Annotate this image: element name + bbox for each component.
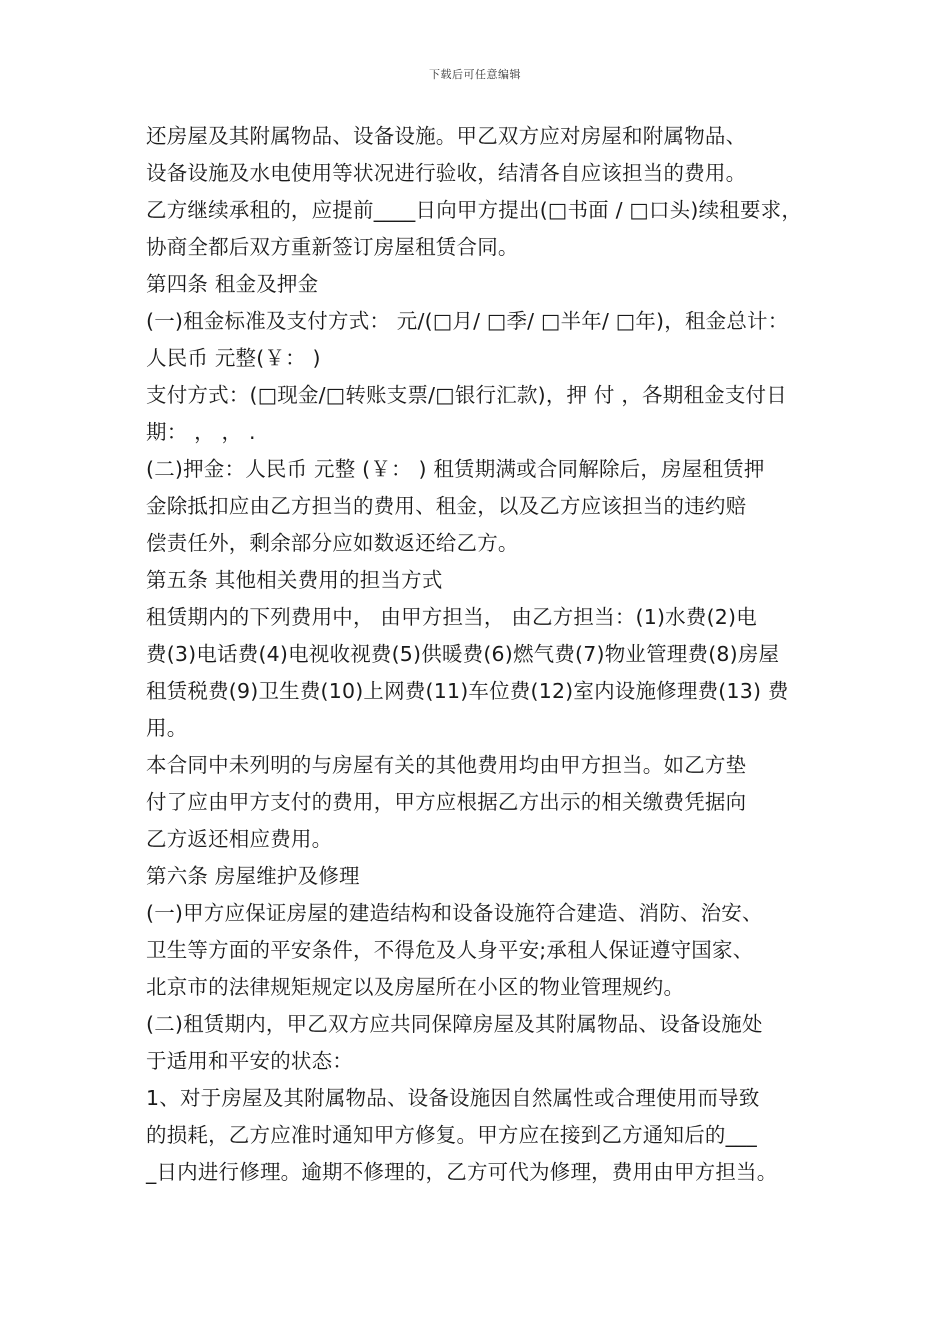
text-line: 偿责任外，剩余部分应如数返还给乙方。 [146,531,519,555]
text-line: 的损耗，乙方应准时通知甲方修复。甲方应在接到乙方通知后的___ [146,1123,757,1147]
text-line: 卫生等方面的平安条件，不得危及人身平安;承租人保证遵守国家、 [146,938,754,962]
text-line: 金除抵扣应由乙方担当的费用、租金，以及乙方应该担当的违约赔 [146,494,747,518]
text-line: 期： ， ， . [146,420,256,444]
text-line: 费(3)电话费(4)电视收视费(5)供暖费(6)燃气费(7)物业管理费(8)房屋 [146,642,780,666]
text-line: (二)押金：人民币 元整 (￥： ) 租赁期满或合同解除后，房屋租赁押 [146,457,765,481]
text-line: 租赁税费(9)卫生费(10)上网费(11)车位费(12)室内设施修理费(13) 费 [146,679,789,703]
text-line: (一)甲方应保证房屋的建造结构和设备设施符合建造、消防、治安、 [146,901,763,925]
text-line: 设备设施及水电使用等状况进行验收，结清各自应该担当的费用。 [146,161,747,185]
text-line: 第六条 房屋维护及修理 [146,864,360,888]
text-line: (二)租赁期内，甲乙双方应共同保障房屋及其附属物品、设备设施处 [146,1012,763,1036]
text-line: 租赁期内的下列费用中， 由甲方担当， 由乙方担当：(1)水费(2)电 [146,605,757,629]
text-line: 于适用和平安的状态： [146,1049,353,1073]
text-line: 协商全都后双方重新签订房屋租赁合同。 [146,235,519,259]
text-line: 乙方继续承租的，应提前____日向甲方提出(□书面 / □口头)续租要求， [146,198,803,222]
text-line: 第五条 其他相关费用的担当方式 [146,568,443,592]
text-line: 人民币 元整(￥： ) [146,346,321,370]
text-line: _日内进行修理。逾期不修理的，乙方可代为修理，费用由甲方担当。 [146,1160,778,1184]
page-header-note: 下载后可任意编辑 [429,68,521,81]
text-line: (一)租金标准及支付方式： 元/(□月/ □季/ □半年/ □年)，租金总计： [146,309,789,333]
text-line: 用。 [146,716,188,740]
text-line: 还房屋及其附属物品、设备设施。甲乙双方应对房屋和附属物品、 [146,124,747,148]
text-line: 本合同中未列明的与房屋有关的其他费用均由甲方担当。如乙方垫 [146,753,747,777]
text-line: 乙方返还相应费用。 [146,827,333,851]
text-line: 支付方式：(□现金/□转账支票/□银行汇款)，押 付 ，各期租金支付日 [146,383,787,407]
text-line: 第四条 租金及押金 [146,272,319,296]
text-line: 1、对于房屋及其附属物品、设备设施因自然属性或合理使用而导致 [146,1086,760,1110]
text-line: 付了应由甲方支付的费用，甲方应根据乙方出示的相关缴费凭据向 [146,790,747,814]
text-line: 北京市的法律规矩规定以及房屋所在小区的物业管理规约。 [146,975,685,999]
document-body [146,118,826,1191]
